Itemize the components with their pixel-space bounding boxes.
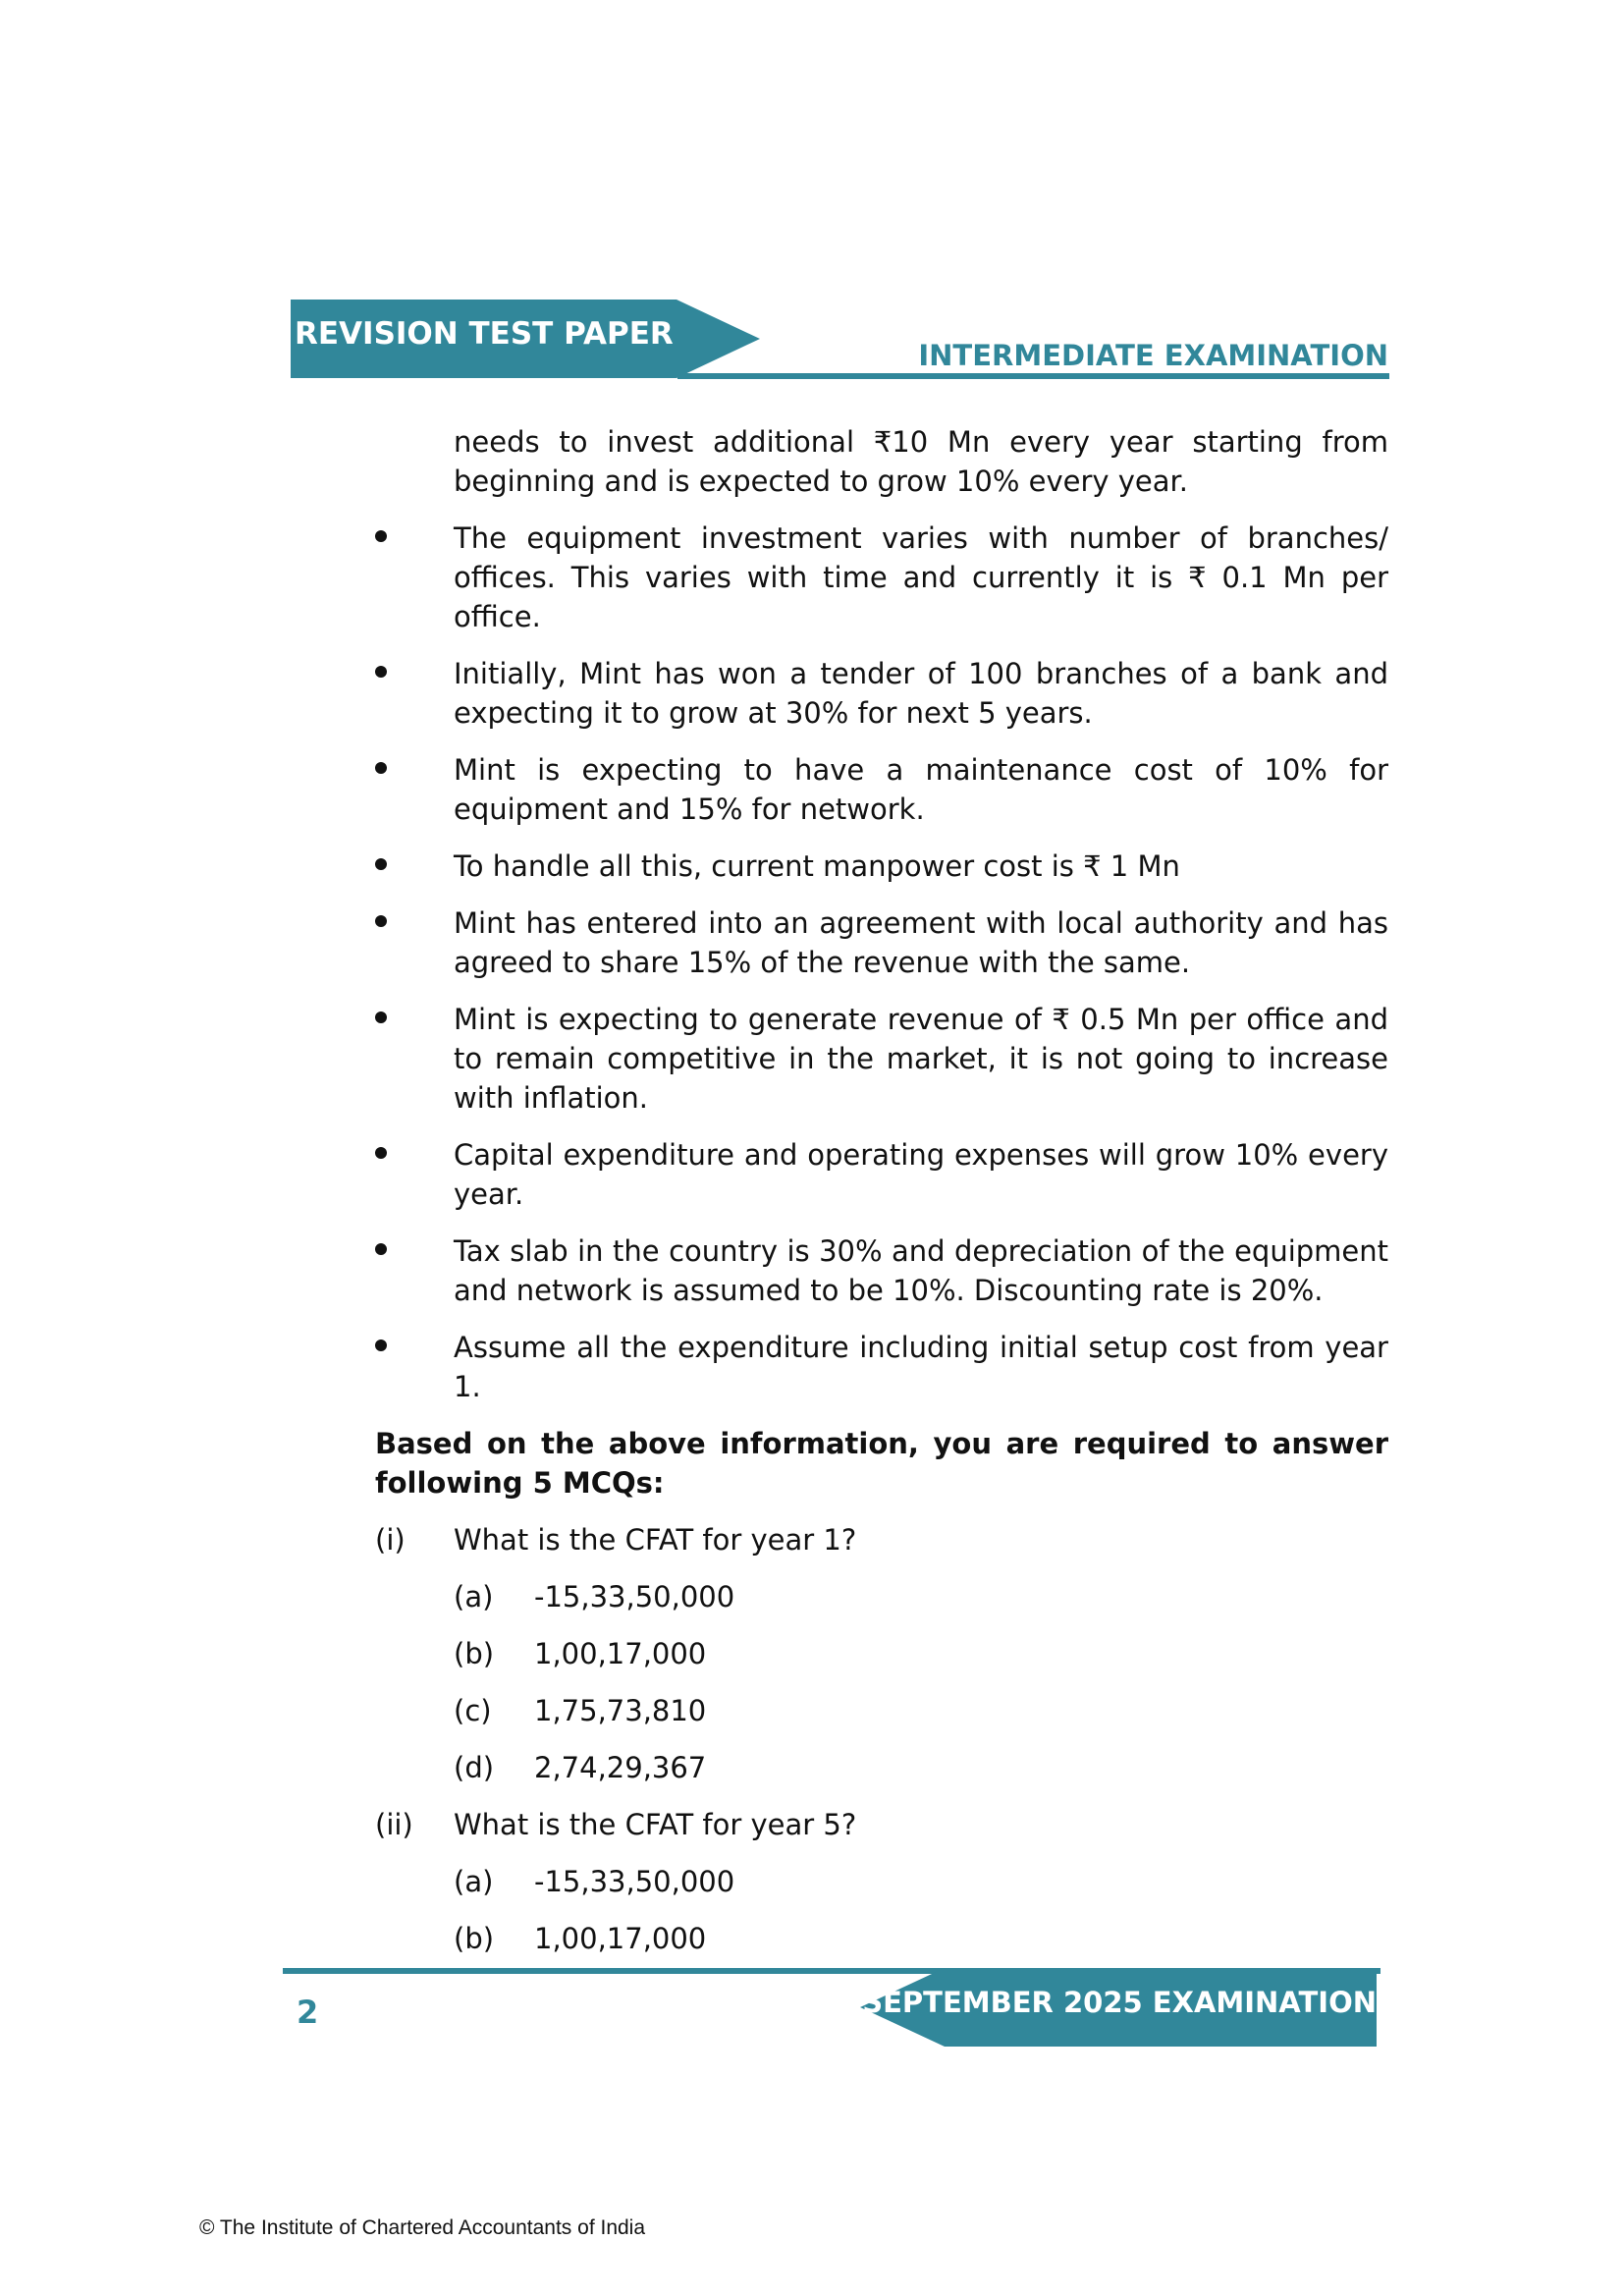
option-value: 2,74,29,367	[534, 1751, 707, 1784]
list-item	[375, 1000, 1388, 1118]
option-row	[375, 1862, 1388, 1901]
option-value: 1,00,17,000	[534, 1637, 707, 1670]
option-value: 1,00,17,000	[534, 1922, 707, 1955]
question-number: (i)	[375, 1523, 406, 1557]
list-item	[375, 654, 1388, 733]
bullet-icon	[375, 858, 387, 870]
question-text: What is the CFAT for year 5?	[454, 1808, 857, 1841]
bullet-icon	[375, 1339, 387, 1351]
list-item-text: Mint is expecting to generate revenue of ₹ 0.5 Mn per office and to remain competitive in the market, it is not going to increase with inflation.	[454, 1003, 1388, 1115]
header-title: REVISION TEST PAPER	[295, 316, 674, 352]
list-item-text: Tax slab in the country is 30% and depreciation of the equipment and network is assumed to be 10%. Discounting rate is 20%.	[454, 1234, 1388, 1307]
bullet-icon	[375, 1147, 387, 1159]
bullet-icon	[375, 1243, 387, 1255]
page-number: 2	[297, 1994, 319, 2031]
option-row	[375, 1691, 1388, 1730]
list-item	[375, 903, 1388, 982]
list-item-text: The equipment investment varies with number of branches/ offices. This varies with time and currently it is ₹ 0.1 Mn per office.	[454, 521, 1388, 633]
list-item	[375, 1328, 1388, 1406]
question-1	[375, 1520, 1388, 1559]
option-label: (b)	[454, 1637, 495, 1670]
question-text: What is the CFAT for year 1?	[454, 1523, 857, 1557]
footer-exam-label: SEPTEMBER 2025 EXAMINATION	[862, 1986, 1377, 2019]
list-item-text: Mint has entered into an agreement with local authority and has agreed to share 15% of the revenue with the same.	[454, 906, 1388, 979]
question-number: (ii)	[375, 1808, 413, 1841]
option-label: (b)	[454, 1922, 495, 1955]
list-item	[375, 1231, 1388, 1310]
list-item	[375, 750, 1388, 829]
option-row	[375, 1919, 1388, 1958]
option-label: (c)	[454, 1694, 492, 1727]
copyright-notice: © The Institute of Chartered Accountants of India	[199, 2216, 646, 2239]
list-item	[375, 847, 1388, 886]
option-label: (d)	[454, 1751, 495, 1784]
mcq-instruction: Based on the above information, you are required to answer following 5 MCQs:	[375, 1427, 1388, 1500]
list-item	[375, 519, 1388, 636]
bullet-icon	[375, 1011, 387, 1023]
bullet-icon	[375, 666, 387, 678]
option-label: (a)	[454, 1865, 494, 1898]
bullet-icon	[375, 915, 387, 927]
bullet-icon	[375, 530, 387, 542]
list-item-text: Assume all the expenditure including initial setup cost from year 1.	[454, 1331, 1388, 1403]
list-item-text: Mint is expecting to have a maintenance cost of 10% for equipment and 15% for network.	[454, 753, 1388, 826]
list-item	[375, 1135, 1388, 1214]
continuation-paragraph: needs to invest additional ₹10 Mn every year starting from beginning and is expected to grow 10% every year.	[454, 425, 1388, 498]
question-2	[375, 1805, 1388, 1844]
option-row	[375, 1577, 1388, 1616]
option-value: -15,33,50,000	[534, 1865, 735, 1898]
header-exam-label: INTERMEDIATE EXAMINATION	[918, 339, 1388, 372]
option-value: 1,75,73,810	[534, 1694, 707, 1727]
list-item-text: Capital expenditure and operating expenses will grow 10% every year.	[454, 1138, 1388, 1211]
list-item-text: To handle all this, current manpower cost is ₹ 1 Mn	[454, 849, 1180, 883]
page-content	[375, 422, 1388, 1976]
header-rule	[677, 373, 1389, 379]
bullet-icon	[375, 762, 387, 774]
option-value: -15,33,50,000	[534, 1580, 735, 1613]
assumption-list	[375, 519, 1388, 1406]
option-row	[375, 1748, 1388, 1787]
option-label: (a)	[454, 1580, 494, 1613]
list-item-text: Initially, Mint has won a tender of 100 branches of a bank and expecting it to grow at 30% for next 5 years.	[454, 657, 1388, 730]
option-row	[375, 1634, 1388, 1673]
